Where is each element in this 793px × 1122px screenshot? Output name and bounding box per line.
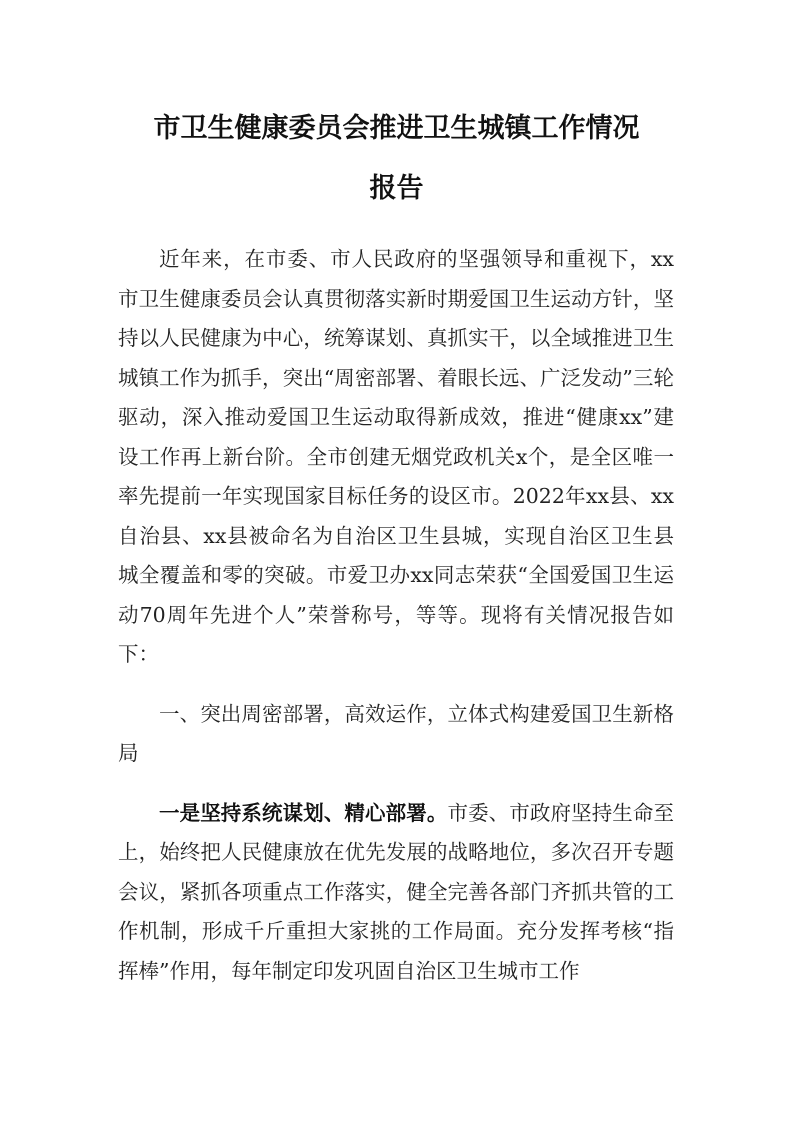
body-paragraph-1 bbox=[118, 794, 674, 992]
paragraph-lead-text: 一是坚持系统谋划、精心部署。 bbox=[159, 800, 448, 825]
intro-paragraph: 近年来，在市委、市人民政府的坚强领导和重视下，xx市卫生健康委员会认真贯彻落实新时期爱国卫生运动方针，坚持以人民健康为中心，统筹谋划、真抓实干，以全域推进卫生城镇工作为抓手，突出“周密部署、着眼长远、广泛发动”三轮驱动，深入推动爱国卫生运动取得新成效，推进“健康xx”建设工作再上新台阶。全市创建无烟党政机关x个，是全区唯一率先提前一年实现国家目标任务的设区市。2022年xx县、xx自治县、xx县被命名为自治区卫生县城，实现自治区卫生县城全覆盖和零的突破。市爱卫办xx同志荣获“全国爱国卫生运动70周年先进个人”荣誉称号，等等。现将有关情况报告如下： bbox=[118, 247, 674, 666]
paragraph-text: 市委、市政府坚持生命至上，始终把人民健康放在优先发展的战略地位，多次召开专题会议，紧抓各项重点工作落实，健全完善各部门齐抓共管的工作机制，形成千斤重担大家挑的工作局面。充分发挥考核“指挥棒”作用，每年制定印发巩固自治区卫生城市工作 bbox=[118, 800, 675, 983]
document-title-line-1: 市卫生健康委员会推进卫生城镇工作情况 bbox=[153, 113, 640, 144]
document-body bbox=[118, 240, 674, 1011]
document-title-line-2: 报告 bbox=[369, 173, 424, 204]
section-heading-1: 一、突出周密部署，高效运作，立体式构建爱国卫生新格局 bbox=[118, 701, 674, 765]
